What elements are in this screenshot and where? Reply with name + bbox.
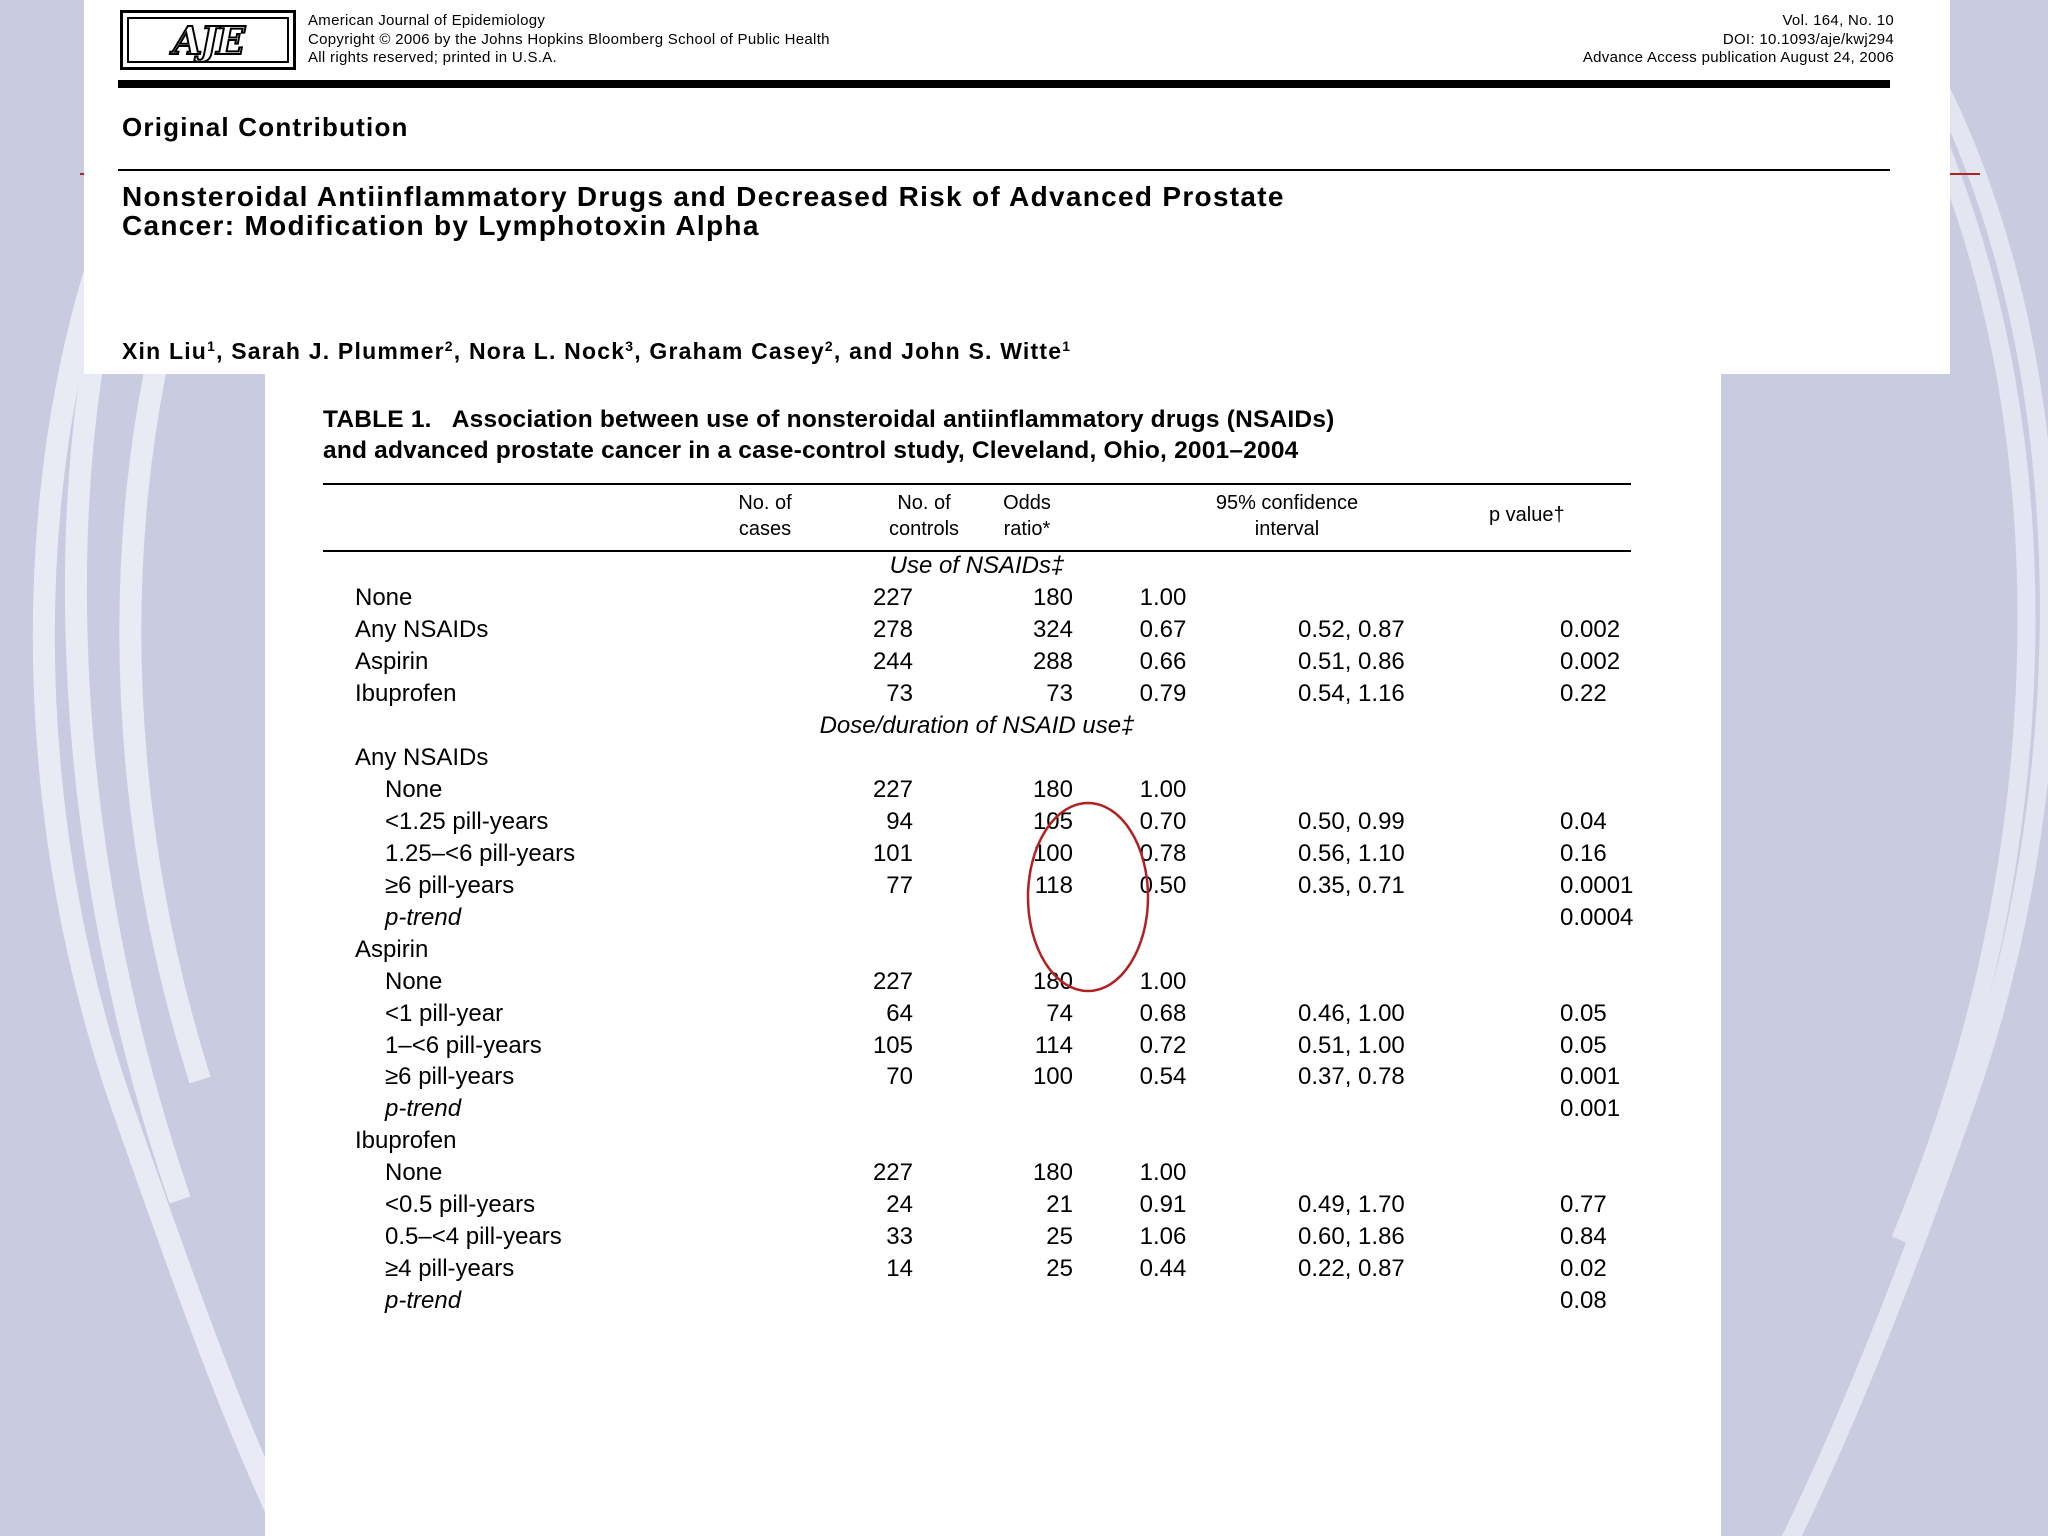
row-label: None bbox=[385, 967, 443, 995]
header-ci-line-1: 95% confidence bbox=[1215, 492, 1359, 514]
table-row bbox=[323, 936, 1631, 968]
cell-confidence-interval: 0.60, 1.86 bbox=[1298, 1222, 1405, 1250]
header-cases-line-2: cases bbox=[738, 518, 792, 540]
row-label: <1 pill-year bbox=[385, 999, 504, 1027]
row-label: <0.5 pill-years bbox=[385, 1191, 536, 1218]
table-row bbox=[323, 1000, 1631, 1032]
table-row bbox=[323, 680, 1631, 712]
table-row bbox=[323, 1063, 1631, 1095]
cell-controls: 118 bbox=[1034, 872, 1073, 899]
cell-cases: 227 bbox=[872, 776, 913, 804]
cell-confidence-interval: 0.46, 1.00 bbox=[1298, 999, 1405, 1027]
header-thin-rule bbox=[118, 169, 1890, 171]
table-row bbox=[323, 1095, 1631, 1127]
cell-odds-ratio: 0.72 bbox=[1139, 1031, 1187, 1059]
cell-p-value: 0.04 bbox=[1560, 808, 1607, 836]
section-label: Original Contribution bbox=[122, 112, 409, 142]
odds-ratio-highlight-circle bbox=[1025, 800, 1151, 994]
row-label: ≥4 pill-years bbox=[385, 1254, 515, 1282]
row-label: Any NSAIDs bbox=[355, 744, 489, 772]
rights-line: All rights reserved; printed in U.S.A. bbox=[308, 49, 557, 66]
cell-cases: 14 bbox=[886, 1254, 913, 1282]
table-top-rule bbox=[323, 483, 1631, 485]
header-thick-rule bbox=[118, 80, 1890, 88]
cell-cases: 24 bbox=[886, 1191, 913, 1218]
cell-confidence-interval: 0.54, 1.16 bbox=[1298, 680, 1405, 708]
cell-odds-ratio: 0.78 bbox=[1139, 840, 1187, 868]
cell-controls: 25 bbox=[1046, 1254, 1073, 1282]
cell-cases: 227 bbox=[872, 967, 913, 995]
cell-controls: 74 bbox=[1046, 999, 1073, 1027]
cell-cases: 70 bbox=[886, 1063, 913, 1091]
cell-odds-ratio: 1.06 bbox=[1139, 1222, 1187, 1250]
author-affiliation: 2 bbox=[444, 338, 454, 354]
cell-cases: 244 bbox=[872, 648, 913, 676]
table-section-heading: Dose/duration of NSAID use‡ bbox=[819, 712, 1135, 739]
paper-title-line-1: Nonsteroidal Antiinflammatory Drugs and Decreased Risk of Advanced Prostate bbox=[122, 181, 1285, 212]
cell-cases: 101 bbox=[872, 840, 913, 868]
header-p-value-text: p value† bbox=[1489, 504, 1565, 526]
author-separator: , and bbox=[833, 338, 902, 364]
cell-odds-ratio: 0.70 bbox=[1139, 808, 1187, 836]
header-confidence-interval bbox=[1187, 490, 1387, 542]
cell-odds-ratio: 0.67 bbox=[1139, 616, 1187, 644]
row-label: 1.25–<6 pill-years bbox=[385, 840, 576, 868]
row-label: Ibuprofen bbox=[355, 680, 457, 708]
author-affiliation: 1 bbox=[1062, 338, 1072, 354]
cell-controls: 114 bbox=[1034, 1031, 1073, 1059]
header-cases bbox=[705, 490, 825, 542]
cell-odds-ratio: 1.00 bbox=[1139, 776, 1187, 804]
cell-controls: 324 bbox=[1032, 616, 1073, 644]
row-label: ≥6 pill-years bbox=[385, 872, 515, 899]
cell-cases: 227 bbox=[872, 1159, 913, 1187]
cell-confidence-interval: 0.50, 0.99 bbox=[1298, 808, 1405, 836]
table-section-heading: Use of NSAIDs‡ bbox=[889, 552, 1065, 579]
slide-red-rule-right bbox=[1950, 173, 1980, 175]
cell-p-value: 0.0004 bbox=[1560, 903, 1634, 931]
table-row bbox=[323, 1223, 1631, 1255]
cell-controls: 180 bbox=[1032, 584, 1073, 612]
header-ci-line-2: interval bbox=[1254, 518, 1320, 540]
cell-controls: 21 bbox=[1046, 1191, 1073, 1218]
cell-confidence-interval: 0.37, 0.78 bbox=[1298, 1063, 1405, 1091]
volume-issue: Vol. 164, No. 10 bbox=[1782, 12, 1894, 29]
table-row bbox=[323, 840, 1631, 872]
cell-controls: 25 bbox=[1046, 1222, 1073, 1250]
table-row bbox=[323, 808, 1631, 840]
header-p-value bbox=[1489, 504, 1565, 527]
cell-cases: 278 bbox=[872, 616, 913, 644]
cell-controls: 180 bbox=[1032, 967, 1073, 995]
cell-p-value: 0.84 bbox=[1560, 1222, 1607, 1250]
table-caption-line-2: and advanced prostate cancer in a case-control study, Cleveland, Ohio, 2001–2004 bbox=[323, 437, 1299, 464]
row-label: p-trend bbox=[385, 1286, 462, 1314]
cell-cases: 33 bbox=[886, 1222, 913, 1250]
cell-controls: 180 bbox=[1032, 776, 1073, 804]
header-odds-ratio-line-1: Odds bbox=[1003, 492, 1051, 514]
cell-odds-ratio: 0.66 bbox=[1139, 648, 1187, 676]
table-row bbox=[323, 616, 1631, 648]
journal-name: American Journal of Epidemiology bbox=[308, 12, 546, 29]
author-separator: , bbox=[216, 338, 232, 364]
cell-odds-ratio: 0.79 bbox=[1139, 680, 1187, 708]
author-list bbox=[122, 338, 1071, 365]
table-row bbox=[323, 1255, 1631, 1287]
cell-confidence-interval: 0.35, 0.71 bbox=[1298, 872, 1405, 899]
cell-cases: 94 bbox=[886, 808, 913, 836]
cell-p-value: 0.002 bbox=[1560, 648, 1621, 676]
table-row bbox=[323, 968, 1631, 1000]
header-odds-ratio-line-2: ratio* bbox=[1003, 518, 1051, 540]
author-name: John S. Witte bbox=[901, 338, 1063, 364]
cell-odds-ratio: 1.00 bbox=[1139, 967, 1187, 995]
journal-meta-left bbox=[308, 12, 830, 68]
table-row bbox=[323, 648, 1631, 680]
table-row bbox=[323, 872, 1634, 904]
row-label: 0.5–<4 pill-years bbox=[385, 1222, 562, 1250]
table-row bbox=[323, 1032, 1631, 1064]
cell-odds-ratio: 0.91 bbox=[1139, 1191, 1187, 1218]
doi: DOI: 10.1093/aje/kwj294 bbox=[1722, 30, 1894, 48]
journal-logo-mark: AJE bbox=[127, 17, 289, 63]
author-separator: , bbox=[453, 338, 469, 364]
row-label: Ibuprofen bbox=[355, 1127, 457, 1155]
table-row bbox=[323, 744, 1631, 776]
author-affiliation: 1 bbox=[207, 338, 217, 354]
cell-cases: 77 bbox=[886, 872, 913, 899]
cell-cases: 227 bbox=[872, 584, 913, 612]
table-row bbox=[323, 1159, 1631, 1191]
copyright-line: Copyright © 2006 by the Johns Hopkins Bloomberg School of Public Health bbox=[308, 30, 830, 48]
row-label: <1.25 pill-years bbox=[385, 808, 549, 836]
cell-controls: 100 bbox=[1032, 1063, 1073, 1091]
cell-p-value: 0.16 bbox=[1560, 840, 1607, 868]
header-cases-line-1: No. of bbox=[738, 492, 792, 514]
cell-p-value: 0.0001 bbox=[1560, 872, 1634, 899]
table-caption bbox=[323, 404, 1335, 466]
cell-odds-ratio: 0.50 bbox=[1139, 872, 1187, 899]
row-label: Aspirin bbox=[355, 935, 429, 963]
row-label: p-trend bbox=[385, 1095, 462, 1123]
cell-confidence-interval: 0.51, 1.00 bbox=[1298, 1031, 1405, 1059]
cell-odds-ratio: 0.44 bbox=[1139, 1254, 1187, 1282]
cell-confidence-interval: 0.49, 1.70 bbox=[1298, 1191, 1405, 1218]
row-label: None bbox=[385, 776, 443, 804]
row-label: Aspirin bbox=[355, 648, 429, 676]
cell-confidence-interval: 0.22, 0.87 bbox=[1298, 1254, 1405, 1282]
cell-cases: 105 bbox=[872, 1031, 913, 1059]
journal-header-panel bbox=[84, 0, 1950, 374]
cell-cases: 64 bbox=[886, 999, 913, 1027]
paper-title bbox=[122, 182, 1285, 240]
header-controls-line-2: controls bbox=[888, 518, 960, 540]
cell-p-value: 0.02 bbox=[1560, 1254, 1607, 1282]
cell-p-value: 0.001 bbox=[1560, 1095, 1621, 1123]
journal-logo bbox=[120, 10, 296, 70]
cell-p-value: 0.001 bbox=[1560, 1063, 1621, 1091]
author-affiliation: 2 bbox=[824, 338, 834, 354]
cell-confidence-interval: 0.51, 0.86 bbox=[1298, 648, 1405, 676]
author-name: Nora L. Nock bbox=[468, 338, 626, 364]
cell-p-value: 0.08 bbox=[1560, 1286, 1607, 1314]
table-panel bbox=[265, 374, 1721, 1536]
author-name: Graham Casey bbox=[649, 338, 825, 364]
row-label: 1–<6 pill-years bbox=[385, 1031, 542, 1059]
row-label: None bbox=[355, 584, 413, 612]
table-row bbox=[323, 776, 1631, 808]
table-row bbox=[323, 1127, 1631, 1159]
cell-controls: 180 bbox=[1032, 1159, 1073, 1187]
row-label: ≥6 pill-years bbox=[385, 1063, 515, 1091]
cell-p-value: 0.05 bbox=[1560, 999, 1607, 1027]
cell-confidence-interval: 0.56, 1.10 bbox=[1298, 840, 1405, 868]
author-separator: , bbox=[634, 338, 650, 364]
row-label: None bbox=[385, 1159, 443, 1187]
header-odds-ratio bbox=[965, 490, 1089, 542]
cell-cases: 73 bbox=[886, 680, 913, 708]
table-row bbox=[323, 903, 1634, 936]
author-name: Xin Liu bbox=[122, 338, 208, 364]
cell-confidence-interval: 0.52, 0.87 bbox=[1298, 616, 1405, 644]
cell-odds-ratio: 1.00 bbox=[1139, 584, 1187, 612]
cell-controls: 288 bbox=[1032, 648, 1073, 676]
table-row bbox=[323, 1287, 1631, 1319]
cell-p-value: 0.05 bbox=[1560, 1031, 1607, 1059]
paper-title-line-2: Cancer: Modification by Lymphotoxin Alpha bbox=[122, 210, 760, 241]
cell-p-value: 0.22 bbox=[1560, 680, 1607, 708]
table-row bbox=[323, 1191, 1631, 1223]
journal-meta-right bbox=[1583, 12, 1894, 68]
row-label: Any NSAIDs bbox=[355, 616, 489, 644]
cell-odds-ratio: 0.68 bbox=[1139, 999, 1187, 1027]
cell-p-value: 0.77 bbox=[1560, 1191, 1607, 1218]
cell-odds-ratio: 1.00 bbox=[1139, 1159, 1187, 1187]
publication-date: Advance Access publication August 24, 2006 bbox=[1582, 49, 1894, 66]
table-caption-line-1: TABLE 1. Association between use of nonsteroidal antiinflammatory drugs (NSAIDs) bbox=[323, 406, 1335, 433]
author-affiliation: 3 bbox=[625, 338, 635, 354]
header-controls-line-1: No. of bbox=[897, 492, 951, 514]
cell-odds-ratio: 0.54 bbox=[1139, 1063, 1187, 1091]
cell-p-value: 0.002 bbox=[1560, 616, 1621, 644]
cell-controls: 105 bbox=[1032, 808, 1073, 836]
cell-controls: 100 bbox=[1032, 840, 1073, 868]
cell-controls: 73 bbox=[1046, 680, 1073, 708]
table-row bbox=[323, 584, 1631, 616]
author-name: Sarah J. Plummer bbox=[231, 338, 445, 364]
row-label: p-trend bbox=[385, 903, 462, 931]
